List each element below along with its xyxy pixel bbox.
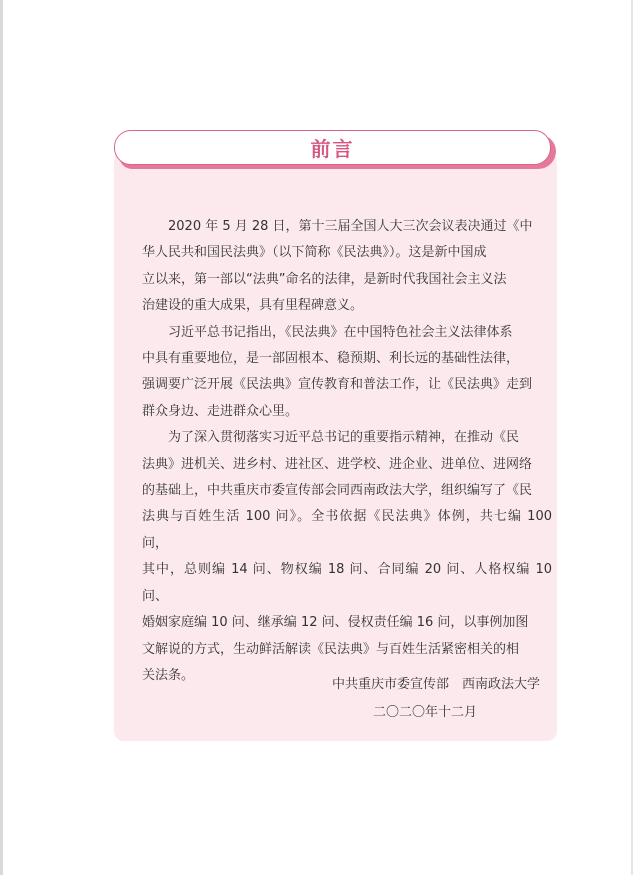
page-edge-left [0,0,3,875]
title-banner [114,130,551,165]
signature-date: 二〇二〇年十二月 [373,705,478,720]
signature-block [300,674,545,724]
signature-organizations: 中共重庆市委宣传部 西南政法大学 [331,677,540,692]
preface-body [142,214,552,689]
page-title: 前言 [310,137,355,161]
paragraph-2: 习近平总书记指出，《民法典》在中国特色社会主义法律体系 中具有重要地位，是一部固根本、稳预期、利长远的基础性法律， 强调要广泛开展《民法典》宣传教育和普法工作，让《民法典》走到 群众身边、走进群众心里。 [142,324,533,419]
paragraph-1: 2020 年 5 月 28 日，第十三届全国人大三次会议表决通过《中 华人民共和国民法典》（以下简称《民法典》）。这是新中国成 立以来，第一部以“法典”命名的法律，是新时代我国社会主义法 治建设的重大成果，具有里程碑意义。 [142,219,533,314]
paragraph-3: 为了深入贯彻落实习近平总书记的重要指示精神，在推动《民 法典》进机关、进乡村、进社区、进学校、进企业、进单位、进网络 的基础上，中共重庆市委宣传部会同西南政法大学，组织编写了《民 法典与百姓生活 100 问》。全书依据《民法典》体例，共七编 100 问， 其中，总则编 14 问、物权编 18 问、合同编 20 问、人格权编 10 问、 婚姻家庭编 10 问、继承编 12 问、侵权责任编 16 问，以事例加图 文解说的方式，生动鲜活解读《民法典》与百姓生活紧密相关的相 关法条。 [142,430,552,683]
